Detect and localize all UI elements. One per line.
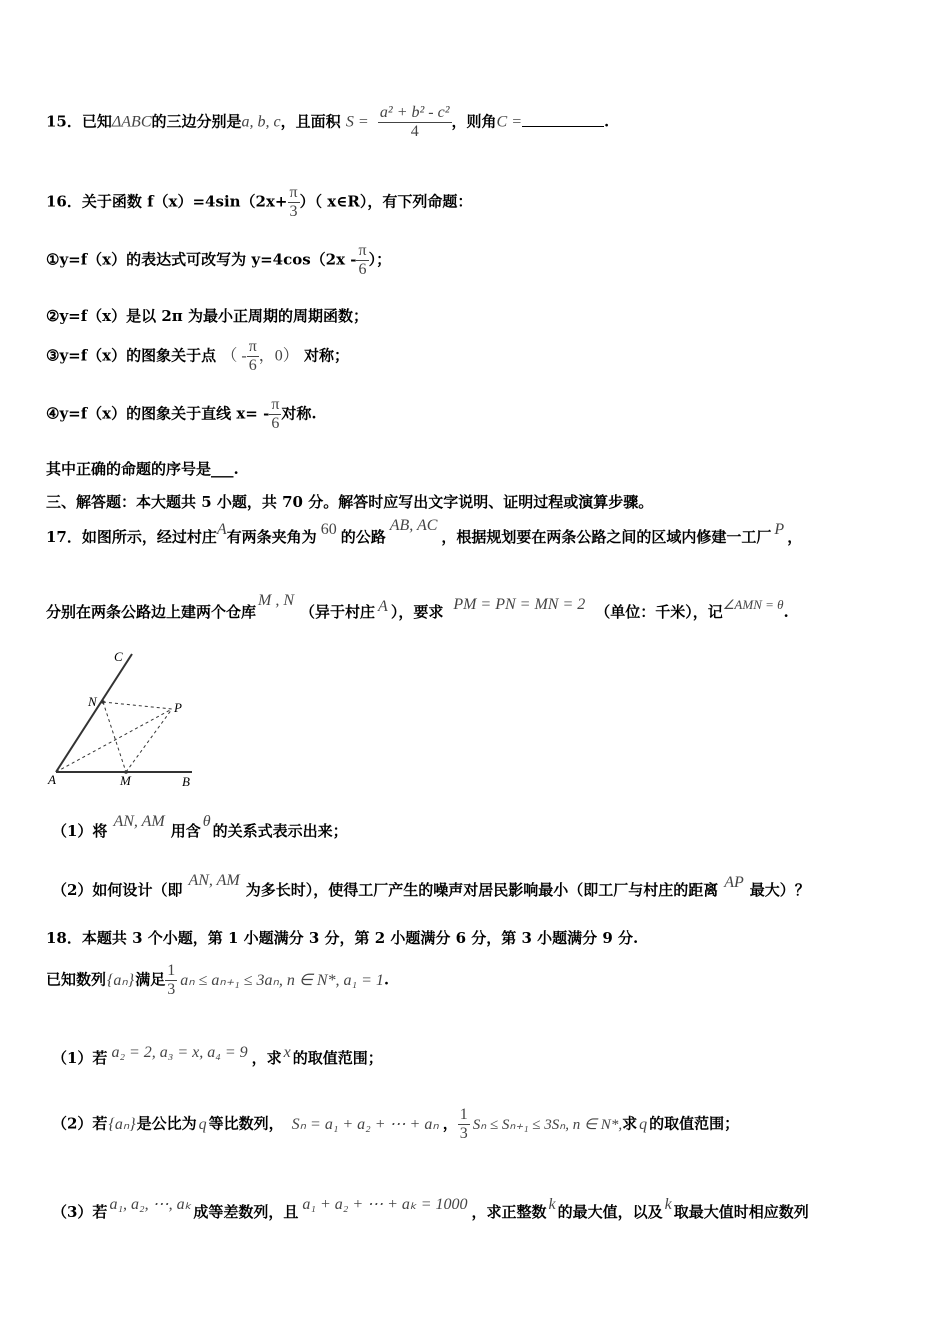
sides-abc: a, b, c — [241, 113, 281, 131]
q15-text: 的三边分别是 — [151, 112, 242, 131]
recurrence-condition: aₙ ≤ aₙ₊₁ ≤ 3aₙ, n ∈ N*, a₁ = 1 — [180, 971, 384, 989]
q17-text: 的公路 — [340, 528, 386, 546]
q16-text: ）（ x∈R），有下列命题： — [299, 192, 473, 211]
label-m: M — [120, 773, 131, 788]
proposition-2 — [46, 305, 368, 326]
one-third — [458, 1106, 470, 1143]
q17-sub1-text: （1）将 — [52, 822, 108, 840]
point-n-dot — [101, 700, 105, 704]
q18-sub3-text: （3）若 — [52, 1203, 108, 1221]
proposition-4 — [46, 396, 317, 433]
q17-number: 17． — [46, 528, 82, 546]
q18-sub1-text: （1）若 — [52, 1049, 108, 1067]
pi-over-6 — [269, 396, 281, 433]
distance-ap: AP — [724, 874, 744, 891]
q18-sub2-text: （2）若 — [52, 1114, 108, 1133]
prop1-text: ）； — [368, 250, 392, 269]
q18-sub2-text: 等比数列， — [208, 1114, 284, 1133]
q17-line-2 — [46, 592, 789, 622]
q17-text: 分别在两条公路边上建两个仓库 — [46, 603, 257, 621]
sum-equals-1000: a₁ + a₂ + ⋯ + aₖ = 1000 — [302, 1196, 468, 1213]
q18-sub3-text: 的最大值，以及 — [557, 1203, 663, 1221]
prop4-text: 对称. — [281, 404, 317, 423]
q15-text: ，则角 — [451, 112, 497, 131]
segment-nm — [103, 702, 126, 772]
label-a: A — [48, 772, 56, 787]
q15-text: . — [604, 112, 610, 131]
pi-over-3 — [288, 184, 300, 221]
angle-amn: ∠AMN = θ — [722, 597, 784, 612]
prop1-text: ①y=f（x）的表达式可改写为 y=4cos（2x - — [46, 250, 357, 269]
q16-answer-prompt — [46, 458, 239, 479]
answer-blank — [522, 126, 604, 127]
q17-sub1-text: 的关系式表示出来； — [212, 822, 348, 840]
prop3-text: 对称； — [304, 346, 350, 365]
q15-text: 已知 — [81, 112, 112, 131]
q18-sub1-text: 的取值范围； — [292, 1049, 383, 1067]
variable-x: x — [283, 1044, 291, 1061]
q17-text: ，根据规划要在两条公路之间的区域内修建一工厂 — [441, 528, 772, 546]
numerator-1: 1 — [167, 962, 176, 979]
denominator-3: 3 — [459, 1125, 468, 1142]
q16-line — [46, 184, 472, 221]
section-3-heading — [46, 491, 653, 512]
prop2-text: ②y=f（x）是以 2π 为最小正周期的周期函数； — [46, 307, 368, 325]
q17-text: ），要求 — [390, 603, 444, 621]
denominator-6: 6 — [271, 415, 280, 432]
q17-sub2-text: 为多长时），使得工厂产生的噪声对居民影响最小（即工厂与村庄的距离 — [245, 881, 719, 899]
denominator-3: 3 — [289, 203, 298, 220]
q18-head-text: 本题共 3 个小题，第 1 小题满分 3 分，第 2 小题满分 6 分，第 3 小题满分 9 分. — [81, 929, 639, 947]
fraction-denominator: 4 — [410, 123, 419, 140]
ratio-q: q — [198, 1115, 207, 1133]
one-third — [165, 962, 177, 999]
point-close: ，0） — [258, 347, 299, 365]
q18-sub2-text: ， — [442, 1114, 458, 1133]
denominator-3: 3 — [167, 981, 176, 998]
q18-sub1-text: ，求 — [251, 1049, 282, 1067]
q17-text: （单位：千米），记 — [595, 603, 723, 621]
q18-sub3-text: 成等差数列，且 — [193, 1203, 299, 1221]
distance-equation: PM = PN = MN = 2 — [453, 596, 586, 613]
q17-text: . — [783, 603, 789, 621]
q17-sub1-text: 用含 — [170, 822, 201, 840]
q18-text: 已知数列 — [46, 970, 107, 989]
numerator-1: 1 — [459, 1106, 468, 1123]
pi-symbol: π — [271, 396, 280, 413]
q18-text: 满足 — [135, 970, 166, 989]
q17-text: ， — [787, 528, 803, 546]
segment-mp — [126, 709, 172, 772]
point-open: （ - — [221, 347, 247, 365]
q17-text: （异于村庄 — [300, 603, 376, 621]
theta: θ — [202, 813, 211, 830]
q18-sub-2 — [52, 1106, 739, 1143]
q17-text: 有两条夹角为 — [226, 528, 317, 546]
angle-c: C = — [496, 113, 523, 131]
label-c: C — [114, 649, 123, 664]
pi-over-6 — [356, 242, 368, 279]
arithmetic-terms: a₁, a₂, ⋯, aₖ — [109, 1196, 192, 1213]
angle-60: 60 — [320, 521, 337, 538]
given-terms: a₂ = 2, a₃ = x, a₄ = 9 — [111, 1044, 248, 1061]
q17-sub-1 — [52, 813, 348, 841]
q17-sub-2 — [52, 872, 810, 900]
q18-heading — [46, 927, 638, 948]
pi-symbol: π — [248, 338, 257, 355]
q15-number: 15． — [46, 112, 82, 131]
an-am: AN, AM — [113, 813, 165, 830]
q17-sub2-text: 最大）？ — [749, 881, 810, 899]
answer-text: 其中正确的命题的序号是___. — [46, 460, 239, 478]
denominator-6: 6 — [248, 357, 257, 374]
q18-sub-3 — [52, 1196, 809, 1222]
q18-sub2-text: 的取值范围； — [649, 1114, 740, 1133]
q16-text: 关于函数 f（x）=4sin（2x+ — [81, 192, 288, 211]
area-fraction — [378, 104, 452, 141]
segment-an — [56, 709, 172, 772]
q18-sub-1 — [52, 1044, 383, 1068]
segment-np — [103, 702, 172, 709]
prop4-text: ④y=f（x）的图象关于直线 x= - — [46, 404, 270, 423]
proposition-1 — [46, 242, 391, 279]
label-p: P — [174, 700, 182, 715]
q16-number: 16． — [46, 192, 82, 211]
proposition-3 — [46, 338, 349, 375]
pi-symbol: π — [289, 184, 298, 201]
section-3-text: 三、解答题：本大题共 5 小题，共 70 分。解答时应写出文字说明、证明过程或演算步骤。 — [46, 493, 654, 511]
warehouses-mn: M , N — [258, 592, 295, 609]
q18-sub2-text: 求 — [622, 1114, 638, 1133]
triangle-abc: ΔABC — [111, 113, 152, 131]
q17-sub2-text: （2）如何设计（即 — [52, 881, 183, 899]
denominator-6: 6 — [358, 261, 367, 278]
q15-line — [46, 104, 609, 141]
pi-over-6 — [247, 338, 259, 375]
sequence-an: {aₙ} — [108, 1115, 136, 1133]
label-b: B — [182, 774, 190, 789]
geometry-figure — [44, 646, 204, 792]
fraction-numerator: a² + b² - c² — [379, 104, 450, 121]
q18-sub2-text: 是公比为 — [136, 1114, 197, 1133]
village-a: A — [378, 598, 388, 615]
partial-sum: Sₙ = a₁ + a₂ + ⋯ + aₙ — [291, 1115, 439, 1133]
sum-condition: Sₙ ≤ Sₙ₊₁ ≤ 3Sₙ, n ∈ N*, — [472, 1116, 623, 1133]
roads-ab-ac: AB, AC — [389, 517, 438, 534]
q18-number: 18． — [46, 929, 82, 947]
q17-line-1 — [46, 517, 803, 547]
ratio-q: q — [639, 1115, 648, 1133]
an-am: AN, AM — [188, 872, 240, 889]
q15-text: ，且面积 — [280, 112, 341, 131]
label-n: N — [88, 694, 97, 709]
q18-text: . — [383, 970, 390, 989]
prop3-text: ③y=f（x）的图象关于点 — [46, 346, 217, 365]
q18-sub3-text: ，求正整数 — [471, 1203, 547, 1221]
q17-text: 如图所示，经过村庄 — [81, 528, 217, 546]
q18-condition — [46, 962, 389, 999]
pi-symbol: π — [358, 242, 367, 259]
integer-k: k — [664, 1196, 672, 1213]
sequence-an: {aₙ} — [107, 971, 135, 989]
area-s: S = — [345, 113, 369, 131]
integer-k: k — [548, 1196, 556, 1213]
q18-sub3-text: 取最大值时相应数列 — [673, 1203, 809, 1221]
factory-p: P — [774, 521, 785, 538]
village-a: A — [216, 521, 227, 538]
